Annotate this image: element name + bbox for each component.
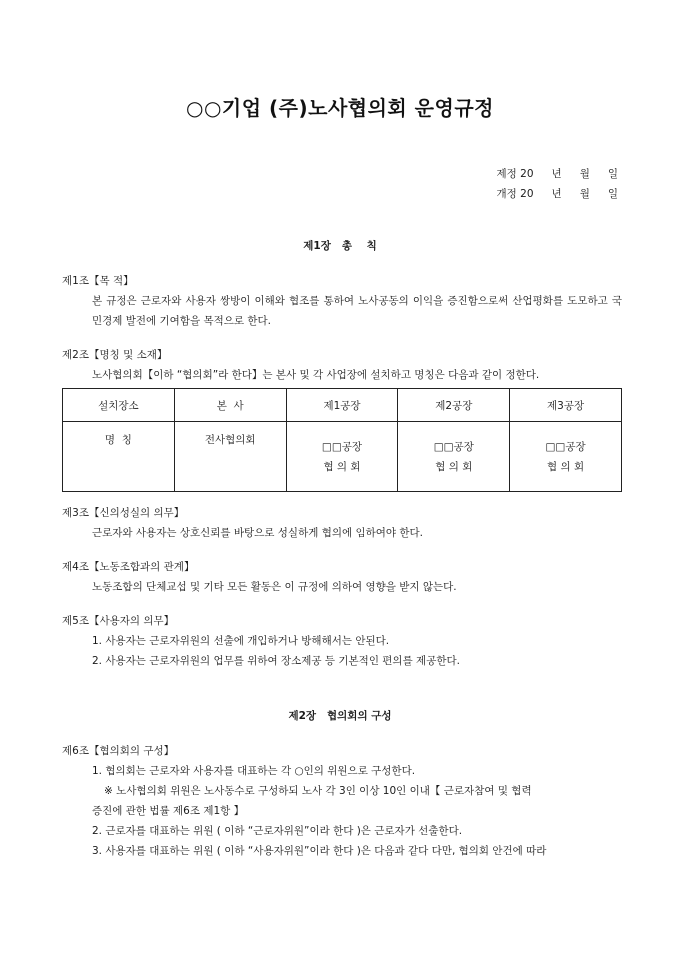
enactment-date [497, 164, 618, 184]
installation-table [62, 388, 622, 492]
plant-3-suffix: 협 의 회 [547, 460, 585, 473]
article-4-heading: 제4조【노동조합과의 관계】 [62, 561, 195, 573]
plant-1-name: □□공장 [321, 440, 363, 453]
article-2 [62, 346, 622, 385]
article-6-heading: 제6조【협의회의 구성】 [62, 745, 175, 757]
article-6-item-1: 1. 협의회는 근로자와 사용자를 대표하는 각 ○인의 위원으로 구성한다. [92, 765, 416, 777]
table-header: 제3공장 [510, 389, 622, 422]
row-label: 명 칭 [63, 422, 175, 492]
article-3-heading: 제3조【신의성실의 의무】 [62, 507, 185, 519]
article-2-heading: 제2조【명칭 및 소재】 [62, 349, 168, 361]
article-5-item-2: 2. 사용자는 근로자위원의 업무를 위하여 장소제공 등 기본적인 편의를 제공한다. [92, 655, 460, 667]
article-5 [62, 612, 622, 671]
enactment-label: 제정 20 [496, 168, 534, 180]
chapter-1-heading: 제1장 총 칙 [303, 240, 377, 252]
article-4 [62, 558, 622, 597]
article-6-note-line-1: ※ 노사협의회 위원은 노사동수로 구성하되 노사 각 3인 이상 10인 이내【 근로자참여 및 협력 [104, 785, 532, 797]
table-header: 제2공장 [398, 389, 510, 422]
document-title: ○○기업 (주)노사협의회 운영규정 [186, 96, 494, 120]
table-header: 설치장소 [63, 389, 175, 422]
plant-3-council [510, 422, 622, 492]
table-row [63, 422, 622, 492]
article-3 [62, 504, 622, 543]
plant-2-name: □□공장 [433, 440, 474, 453]
revision-year: 년 [551, 188, 562, 200]
article-5-item-1: 1. 사용자는 근로자위원의 선출에 개입하거나 방해해서는 안된다. [92, 635, 390, 647]
article-6 [62, 742, 622, 861]
revision-label: 개정 20 [496, 188, 534, 200]
plant-2-council [398, 422, 510, 492]
date-block [497, 164, 618, 204]
article-2-body: 노사협의회【이하 “협의회”라 한다】는 본사 및 각 사업장에 설치하고 명칭은 다음과 같이 정한다. [92, 369, 540, 381]
table-header-row [63, 389, 622, 422]
article-6-item-2: 2. 근로자를 대표하는 위원 ( 이하 “근로자위원”이라 한다 )은 근로자가 선출한다. [92, 825, 463, 837]
article-3-body: 근로자와 사용자는 상호신뢰를 바탕으로 성실하게 협의에 임하여야 한다. [92, 527, 423, 539]
article-6-note-line-2: 증진에 관한 법률 제6조 제1항 】 [92, 805, 245, 817]
enactment-day: 일 [607, 168, 618, 180]
article-5-heading: 제5조【사용자의 의무】 [62, 615, 175, 627]
enactment-year: 년 [551, 168, 562, 180]
revision-date [497, 184, 618, 204]
revision-month: 월 [579, 188, 590, 200]
article-6-item-3: 3. 사용자를 대표하는 위원 ( 이하 “사용자위원”이라 한다 )은 다음과 같다 다만, 협의회 안건에 따라 [92, 845, 547, 857]
plant-3-name: □□공장 [545, 440, 586, 453]
chapter-2-heading: 제2장 협의회의 구성 [288, 710, 392, 722]
hq-council-name: 전사협의회 [174, 422, 286, 492]
plant-1-suffix: 협 의 회 [323, 460, 361, 473]
revision-day: 일 [607, 188, 618, 200]
article-1-body: 본 규정은 근로자와 사용자 쌍방이 이해와 협조를 통하여 노사공동의 이익을 증진함으로써 산업평화를 도모하고 국민경제 발전에 기여함을 목적으로 한다. [92, 295, 622, 327]
enactment-month: 월 [579, 168, 590, 180]
article-4-body: 노동조합의 단체교섭 및 기타 모든 활동은 이 규정에 의하여 영향을 받지 않는다. [92, 581, 457, 593]
table-header: 본 사 [174, 389, 286, 422]
article-1 [62, 272, 622, 331]
plant-1-council [286, 422, 398, 492]
plant-2-suffix: 협 의 회 [435, 460, 473, 473]
article-1-heading: 제1조【목 적】 [62, 275, 134, 287]
table-header: 제1공장 [286, 389, 398, 422]
